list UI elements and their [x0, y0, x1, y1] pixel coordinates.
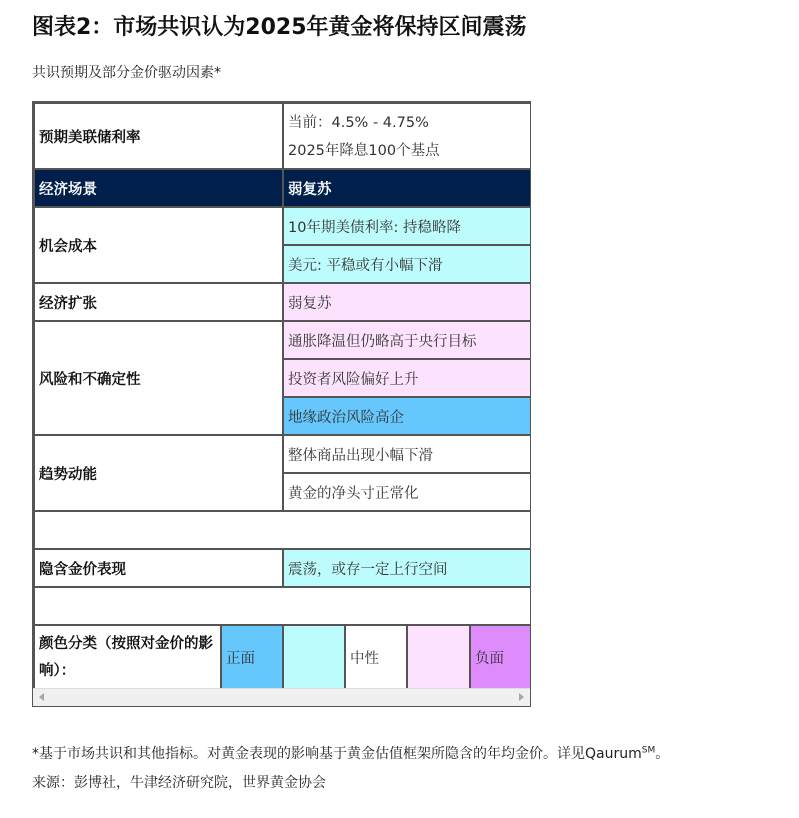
scroll-left-arrow-icon[interactable]	[39, 693, 44, 701]
table-row-implied	[34, 549, 531, 587]
scroll-right-arrow-icon[interactable]	[519, 693, 524, 701]
page-subtitle: 共识预期及部分金价驱动因素*	[32, 65, 221, 81]
table-row-spacer	[34, 511, 531, 549]
legend-light-positive	[283, 625, 345, 690]
footnote-end: 。	[655, 746, 670, 762]
footnote-text: *基于市场共识和其他指标。对黄金表现的影响基于黄金估值框架所隐含的年均金价。详见Qaurum	[32, 746, 642, 762]
risk-label: 风险和不确定性	[34, 321, 283, 435]
risk-item: 通胀降温但仍略高于央行目标	[283, 321, 531, 359]
opportunity-cost-label: 机会成本	[34, 207, 283, 283]
risk-item: 地缘政治风险高企	[283, 397, 531, 435]
drivers-table	[33, 102, 531, 691]
table-row-risk	[34, 321, 531, 359]
spacer-cell	[34, 587, 531, 625]
momentum-item: 整体商品出现小幅下滑	[283, 435, 531, 473]
table-row-spacer	[34, 587, 531, 625]
fed-rate-cut: 2025年降息100个基点	[288, 143, 440, 159]
table-row-legend	[34, 625, 531, 690]
table-row-scenario-header	[34, 169, 531, 207]
table-row-opportunity-cost	[34, 207, 531, 245]
legend-negative: 负面	[470, 625, 531, 690]
table-row-fed-rate	[34, 103, 531, 169]
opportunity-cost-item: 美元: 平稳或有小幅下滑	[283, 245, 531, 283]
scenario-label: 经济场景	[34, 169, 283, 207]
fed-rate-value	[283, 103, 531, 169]
horizontal-scrollbar[interactable]	[33, 688, 530, 706]
legend-label: 颜色分类（按照对金价的影响）：	[34, 625, 221, 690]
spacer-cell	[34, 511, 531, 549]
legend-positive: 正面	[221, 625, 283, 690]
legend-neutral: 中性	[345, 625, 407, 690]
opportunity-cost-item: 10年期美债利率: 持稳略降	[283, 207, 531, 245]
implied-label: 隐含金价表现	[34, 549, 283, 587]
risk-item: 投资者风险偏好上升	[283, 359, 531, 397]
table-row-momentum	[34, 435, 531, 473]
fed-rate-label: 预期美联储利率	[34, 103, 283, 169]
scenario-value: 弱复苏	[283, 169, 531, 207]
legend-light-negative	[407, 625, 470, 690]
expansion-item: 弱复苏	[283, 283, 531, 321]
momentum-label: 趋势动能	[34, 435, 283, 511]
footnote-sup: SM	[641, 745, 656, 756]
drivers-table-container	[32, 101, 531, 707]
momentum-item: 黄金的净头寸正常化	[283, 473, 531, 511]
fed-rate-current: 当前：4.5% - 4.75%	[288, 115, 429, 131]
table-row-expansion	[34, 283, 531, 321]
expansion-label: 经济扩张	[34, 283, 283, 321]
implied-value: 震荡，或存一定上行空间	[283, 549, 531, 587]
page-title: 图表2：市场共识认为2025年黄金将保持区间震荡	[32, 15, 527, 40]
source-note: 来源：彭博社，牛津经济研究院，世界黄金协会	[32, 775, 326, 791]
footnote	[32, 743, 669, 763]
